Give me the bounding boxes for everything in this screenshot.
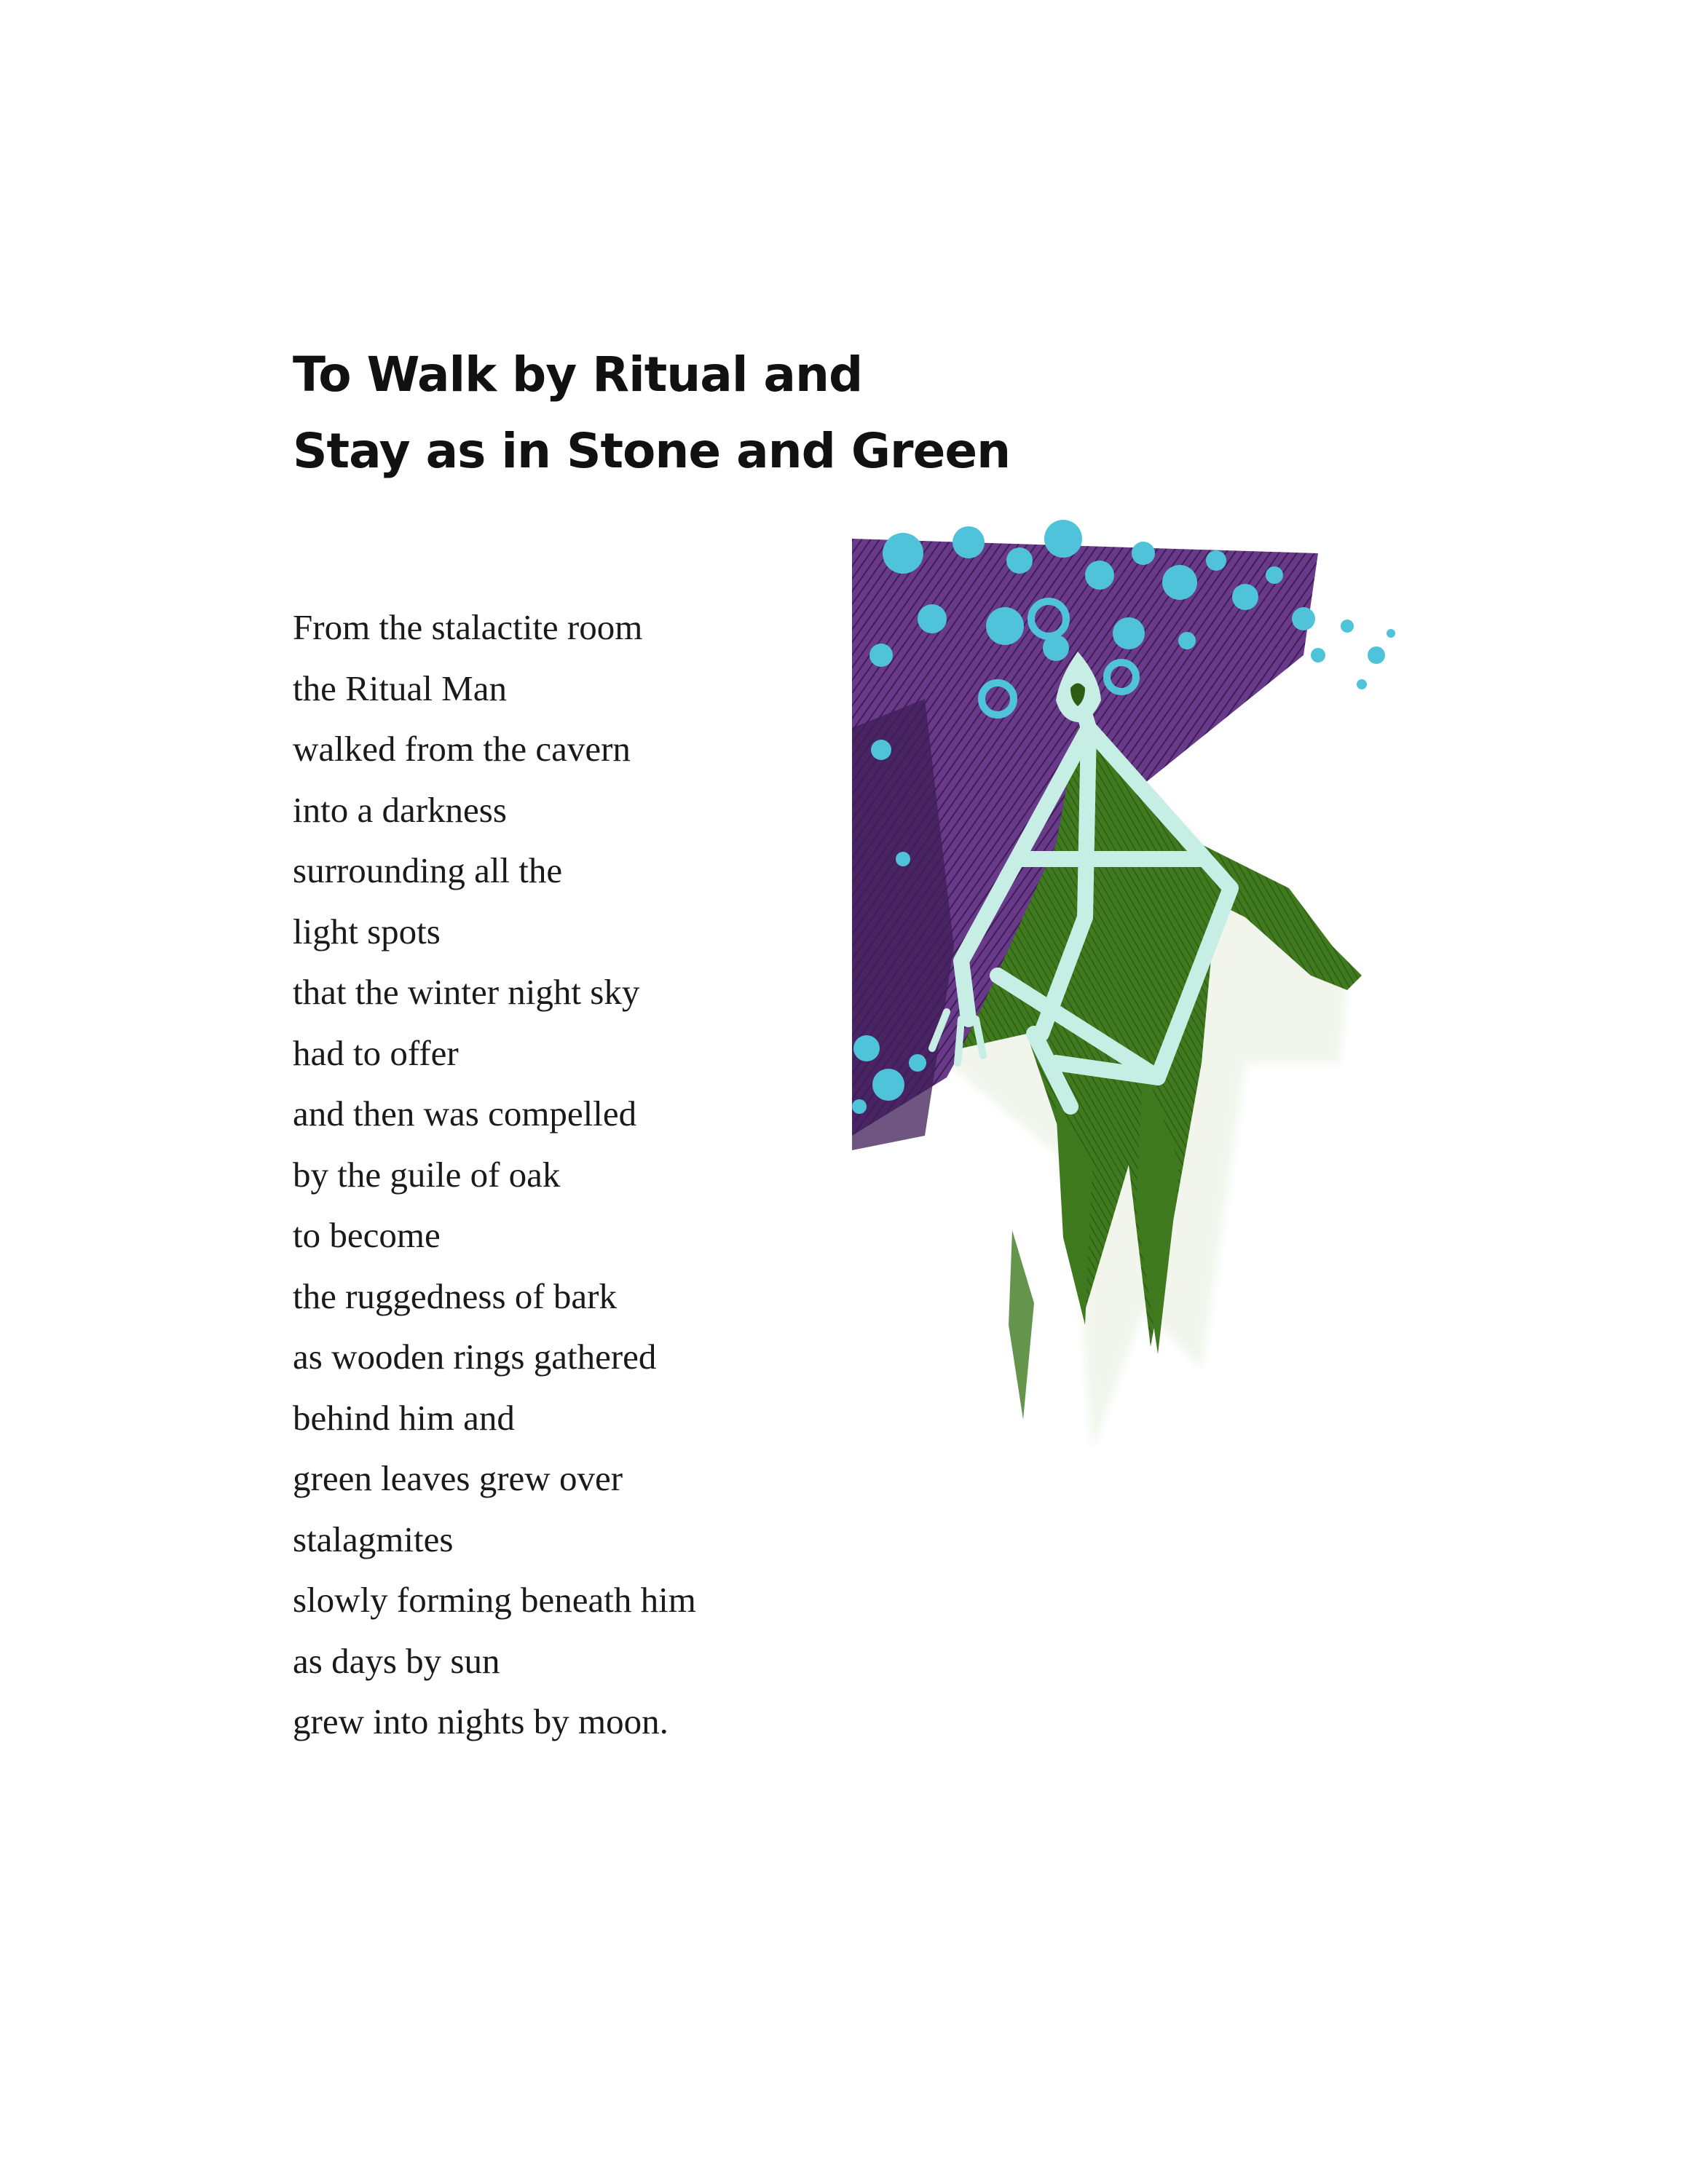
poem-line: into a darkness xyxy=(293,789,507,830)
ritual-man-figure-icon xyxy=(837,510,1405,1456)
title-line-1: To Walk by Ritual and xyxy=(293,347,863,403)
poem-line: slowly forming beneath him xyxy=(293,1580,696,1620)
poem-line: surrounding all the xyxy=(293,850,563,890)
poem-line: to become xyxy=(293,1215,441,1255)
poem-body xyxy=(293,597,875,1752)
poem-line: had to offer xyxy=(293,1032,459,1073)
poem-line: behind him and xyxy=(293,1397,515,1438)
poem-line: the Ritual Man xyxy=(293,668,507,708)
poem-line: stalagmites xyxy=(293,1519,454,1559)
poem-line: as days by sun xyxy=(293,1640,500,1681)
poem-title xyxy=(293,336,1021,489)
poem-line: From the stalactite room xyxy=(293,607,643,647)
poem-line: walked from the cavern xyxy=(293,729,631,769)
title-line-2: Stay as in Stone and Green xyxy=(293,423,1011,479)
poem-line: the ruggedness of bark xyxy=(293,1275,617,1316)
poem-line: grew into nights by moon. xyxy=(293,1701,669,1741)
poem-line: as wooden rings gathered xyxy=(293,1337,657,1377)
poem-line: green leaves grew over xyxy=(293,1458,623,1498)
poem-line: by the guile of oak xyxy=(293,1154,561,1195)
poem-line: that the winter night sky xyxy=(293,972,640,1012)
poem-line: and then was compelled xyxy=(293,1093,637,1133)
poem-line: light spots xyxy=(293,911,441,951)
